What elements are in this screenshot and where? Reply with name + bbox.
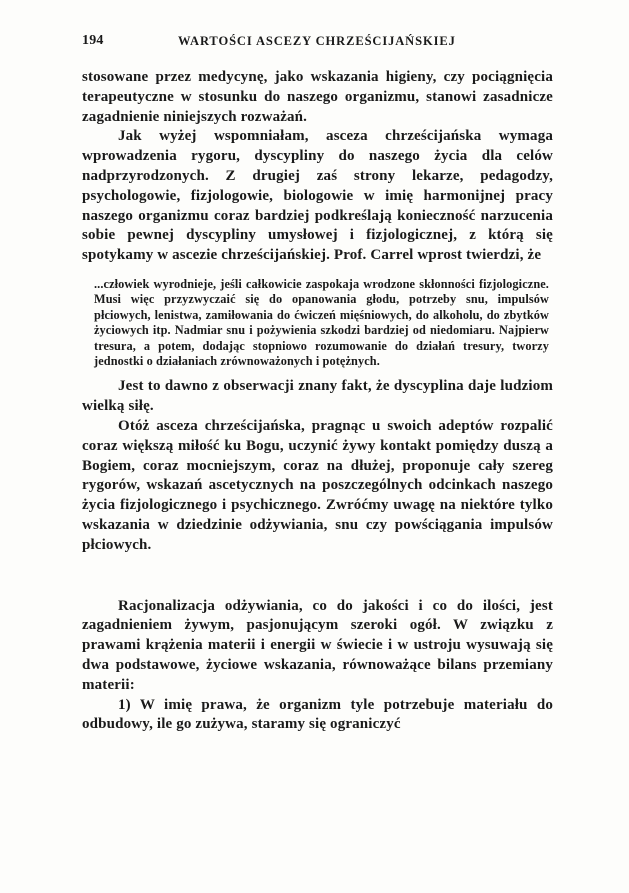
- running-title: WARTOŚCI ASCEZY CHRZEŚCIJAŃSKIEJ: [178, 34, 456, 48]
- paragraph-numbered-point-1: 1) W imię prawa, że organizm tyle potrzebuje materiału do odbudowy, ile go zużywa, staramy się ograniczyć: [82, 696, 553, 733]
- paragraph-nutrition-rationalization: Racjonalizacja odżywiania, co do jakości i co do ilości, jest zagadnieniem żywym, pasjonującym szeroki ogół. W związku z prawami krążenia materii i energii w świecie i w ustroju wysuwają się dwa podstawowe, życiowe wskazania, równoważące bilans przemiany materii:: [82, 597, 553, 693]
- paragraph-ascetic-discipline: Jak wyżej wspomniałam, asceza chrześcijańska wymaga wprowadzenia rygoru, dyscypliny do naszego życia dla celów nadprzyrodzonych. Z drugiej zaś strony lekarze, pedagodzy, psychologowie, fizjologowie, biologowie w imię harmonijnej pracy naszego organizmu coraz bardziej podkreślają konieczność narzucenia sobie pewnej dyscypliny umysłowej i fizjologicznej, z którą się spotykamy w ascezie chrześcijańskiej. Prof. Carrel wprost twierdzi, że: [82, 128, 553, 264]
- page-body: [82, 68, 553, 735]
- paragraph-discipline-strength: Jest to dawno z obserwacji znany fakt, że dyscyplina daje ludziom wielką siłę.: [82, 378, 553, 415]
- paragraph-christian-asceticism: Otóż asceza chrześcijańska, pragnąc u swoich adeptów rozpalić coraz większą miłość ku Bogu, uczynić żywy kontakt pomiędzy duszą a Bogiem, coraz mocniejszym, coraz na dłużej, proponuje cały szereg rygorów, wskazań ascetycznych na poszczególnych odcinkach naszego życia fizjologicznego i psychicznego. Zwróćmy uwagę na niektóre tylko wskazania w dziedzinie odżywiania, snu czy powściągania impulsów płciowych.: [82, 418, 553, 553]
- block-quote-carrel: ...człowiek wyrodnieje, jeśli całkowicie zaspokaja wrodzone skłonności fizjologiczne. Musi więc przyzwyczaić się do opanowania głodu, potrzeby snu, impulsów płciowych, lenistwa, zamiłowania do ćwiczeń mięśniowych, do alkoholu, do zbytków życiowych itp. Nadmiar snu i pożywienia szkodzi bardziej od niedomiaru. Najpierw tresura, a potem, dodając stopniowo rozumowanie do działań tresury, tworzy jednostki o działaniach zrównoważonych i potężnych.: [94, 276, 549, 368]
- page-header: [82, 33, 553, 53]
- page-number: 194: [82, 33, 104, 48]
- paragraph-continuation: stosowane przez medycynę, jako wskazania higieny, czy pociągnięcia terapeutyczne w stosunku do naszego organizmu, stanowi zasadnicze zagadnienie niniejszych rozważań.: [82, 69, 553, 125]
